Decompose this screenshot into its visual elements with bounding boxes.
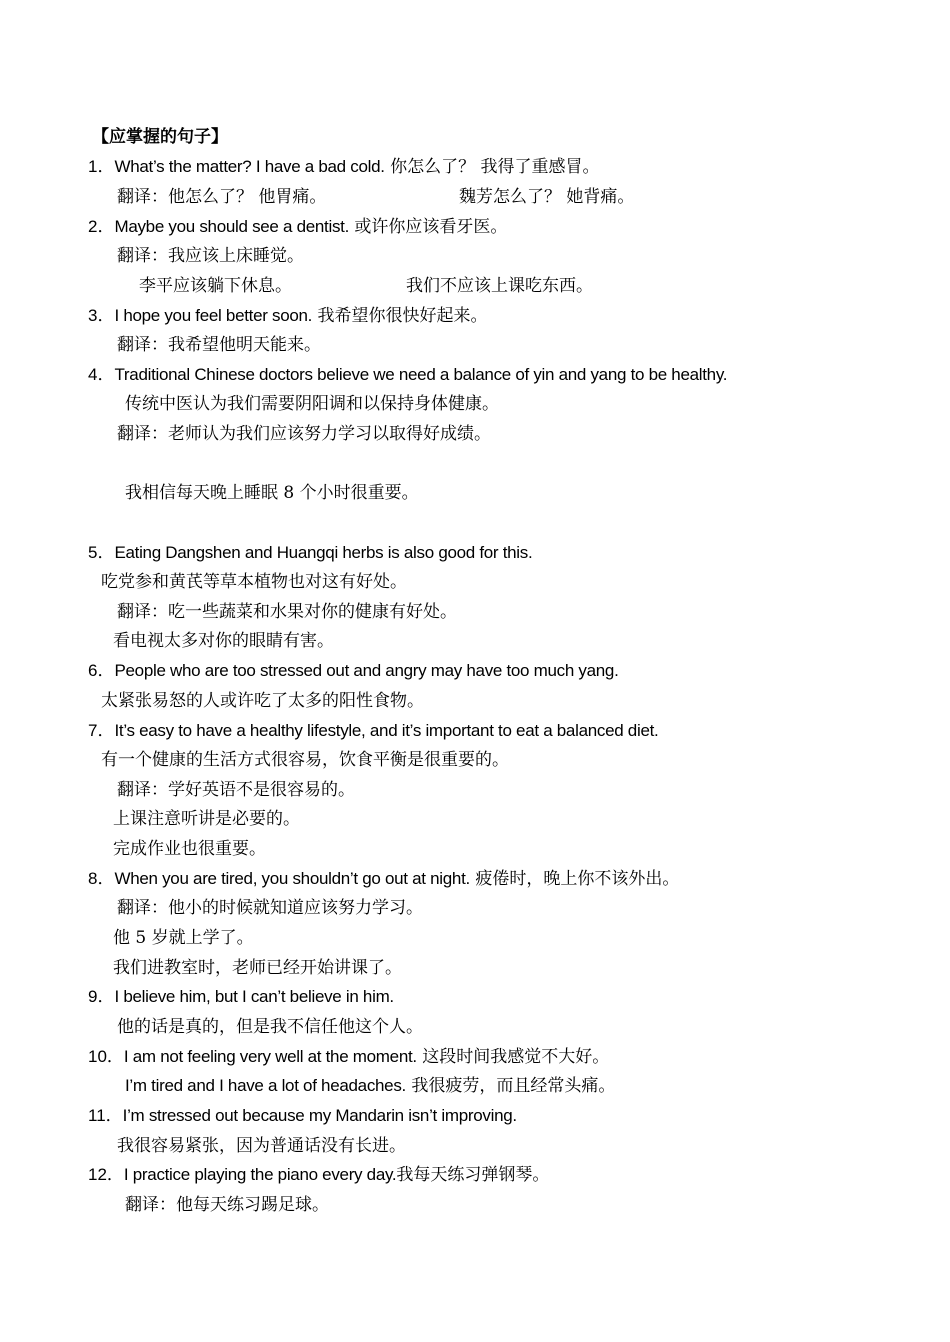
section-heading: 【应掌握的句子】 [92, 127, 228, 147]
translation-line [125, 393, 499, 415]
chinese-text: 翻译：他小的时候就知道应该努力学习。 [117, 898, 423, 918]
translation-line [117, 1016, 423, 1038]
english-sentence: I hope you feel better soon. [114, 306, 313, 325]
chinese-text: 翻译：学好英语不是很容易的。 [117, 780, 355, 800]
translation-line [101, 690, 424, 712]
translation-line [125, 482, 419, 504]
sentence-item [88, 1164, 549, 1186]
translation-line [125, 1075, 615, 1097]
chinese-text: 翻译：老师认为我们应该努力学习以取得好成绩。 [117, 424, 491, 444]
sentence-item [88, 868, 679, 890]
english-sentence: Traditional Chinese doctors believe we need a balance of yin and yang to be healthy. [114, 365, 728, 384]
chinese-text: 翻译：他怎么了？ 他胃痛。 [117, 187, 327, 207]
sentence-item [88, 720, 658, 742]
chinese-text: 我每天练习弹钢琴。 [396, 1165, 550, 1185]
sentence-item [88, 986, 394, 1008]
translation-line [113, 927, 254, 949]
english-sentence: I practice playing the piano every day. [123, 1165, 397, 1184]
chinese-text: 传统中医认为我们需要阴阳调和以保持身体健康。 [125, 394, 499, 414]
sentence-item [88, 216, 507, 238]
chinese-text: 翻译：他每天练习踢足球。 [125, 1195, 329, 1215]
english-sentence: When you are tired, you shouldn’t go out at night. [114, 869, 470, 888]
translation-line [117, 601, 457, 623]
chinese-text: 我很容易紧张，因为普通话没有长进。 [117, 1136, 406, 1156]
chinese-text: 我们不应该上课吃东西。 [406, 276, 593, 296]
english-sentence: Maybe you should see a dentist. [114, 217, 349, 236]
translation-line [113, 957, 402, 979]
translation-line [139, 275, 292, 297]
english-sentence: I’m tired and I have a lot of headaches. [125, 1076, 406, 1095]
translation-line [117, 334, 321, 356]
translation-line [117, 423, 491, 445]
translation-line [117, 1135, 406, 1157]
translation-line [117, 897, 423, 919]
chinese-text: 魏芳怎么了？ 她背痛。 [459, 187, 635, 207]
item-number: 4． [88, 365, 115, 384]
sentence-item [88, 305, 488, 327]
chinese-text: 太紧张易怒的人或许吃了太多的阳性食物。 [101, 691, 424, 711]
translation-line [113, 808, 300, 830]
sentence-item [88, 660, 619, 682]
chinese-text: 我希望你很快好起来。 [312, 306, 488, 326]
chinese-text: 翻译：我应该上床睡觉。 [117, 246, 304, 266]
chinese-text: 吃党参和黄芪等草本植物也对这有好处。 [101, 572, 407, 592]
item-number: 3． [88, 306, 115, 325]
english-sentence: People who are too stressed out and angry may have too much yang. [114, 661, 619, 680]
english-sentence: I believe him, but I can’t believe in him. [114, 987, 394, 1006]
sentence-item [88, 1046, 609, 1068]
chinese-text: 上课注意听讲是必要的。 [113, 809, 300, 829]
item-number: 8． [88, 869, 115, 888]
chinese-text: 他 5 岁就上学了。 [113, 928, 254, 948]
item-number: 12． [88, 1165, 124, 1184]
chinese-text: 你怎么了？ 我得了重感冒。 [384, 157, 600, 177]
item-number: 1． [88, 157, 115, 176]
translation-line [113, 630, 334, 652]
translation-line [117, 779, 355, 801]
english-sentence: I’m stressed out because my Mandarin isn’t improving. [122, 1106, 517, 1125]
item-number: 7． [88, 721, 115, 740]
translation-line [406, 275, 593, 297]
chinese-text: 翻译：我希望他明天能来。 [117, 335, 321, 355]
translation-line [113, 838, 266, 860]
chinese-text: 疲倦时，晚上你不该外出。 [469, 869, 680, 889]
chinese-text: 看电视太多对你的眼睛有害。 [113, 631, 334, 651]
item-number: 11． [88, 1106, 123, 1125]
sentence-item [88, 542, 532, 564]
translation-line [101, 749, 509, 771]
item-number: 5． [88, 543, 115, 562]
item-number: 2． [88, 217, 115, 236]
translation-line [117, 245, 304, 267]
chinese-text: 翻译：吃一些蔬菜和水果对你的健康有好处。 [117, 602, 457, 622]
english-sentence: What’s the matter? I have a bad cold. [114, 157, 385, 176]
translation-line [117, 186, 326, 208]
translation-line [125, 1194, 329, 1216]
chinese-text: 我很疲劳，而且经常头痛。 [405, 1076, 616, 1096]
english-sentence: Eating Dangshen and Huangqi herbs is also good for this. [114, 543, 533, 562]
chinese-text: 这段时间我感觉不大好。 [416, 1047, 610, 1067]
chinese-text: 李平应该躺下休息。 [139, 276, 292, 296]
chinese-text: 他的话是真的，但是我不信任他这个人。 [117, 1017, 423, 1037]
english-sentence: It’s easy to have a healthy lifestyle, and it’s important to eat a balanced diet. [114, 721, 659, 740]
sentence-item [88, 156, 599, 178]
english-sentence: I am not feeling very well at the moment. [123, 1047, 417, 1066]
sentence-item [88, 364, 727, 386]
translation-line [101, 571, 407, 593]
item-number: 10． [88, 1047, 124, 1066]
chinese-text: 我相信每天晚上睡眠 8 个小时很重要。 [125, 483, 419, 503]
translation-line [459, 186, 634, 208]
chinese-text: 有一个健康的生活方式很容易，饮食平衡是很重要的。 [101, 750, 509, 770]
chinese-text: 我们进教室时，老师已经开始讲课了。 [113, 958, 402, 978]
item-number: 6． [88, 661, 115, 680]
sentence-item [88, 1105, 517, 1127]
chinese-text: 完成作业也很重要。 [113, 839, 266, 859]
item-number: 9． [88, 987, 115, 1006]
chinese-text: 或许你应该看牙医。 [349, 217, 508, 237]
